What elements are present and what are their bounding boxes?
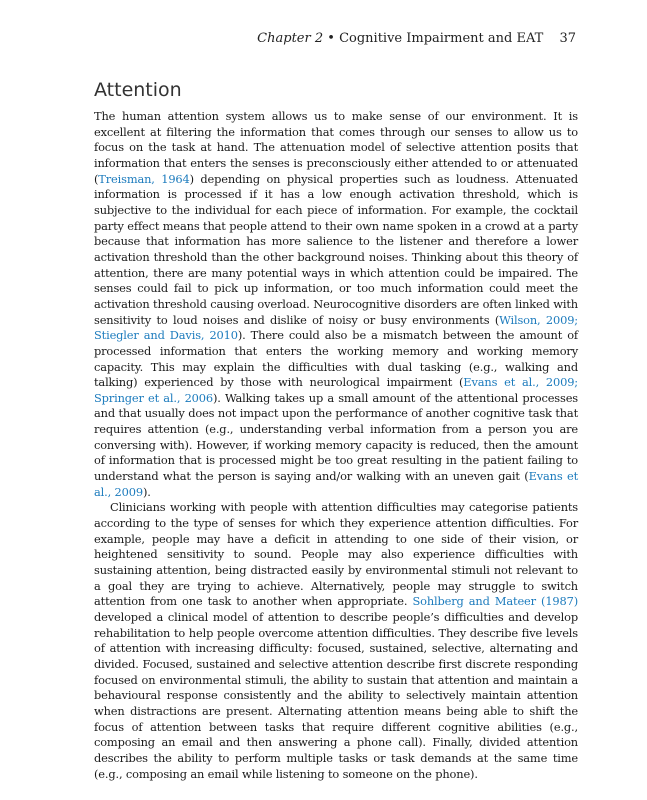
paragraph <box>94 109 578 500</box>
citation-link[interactable]: Wilson, 2009; Stiegler and Davis, 2010 <box>94 312 578 343</box>
body-text <box>94 109 578 782</box>
citation-link[interactable]: Evans et al., 2009 <box>94 469 579 499</box>
citation-link[interactable]: Treisman, 1964 <box>98 171 190 186</box>
section-heading: Attention <box>94 79 182 101</box>
text-run: ). Walking takes up a small amount of the attentional processes and that usually does not impact upon the performance of another cognitive task that requires attention (e.g., understanding verbal information from a person you are conversing with). However, if working memory capacity is reduced, then the amount of information that is processed might be too great resulting in the patient failing to understand what the person is saying and/or walking with an uneven gait ( <box>94 390 578 484</box>
chapter-title: Cognitive Impairment and EAT <box>339 31 544 46</box>
text-run: ). There could also be a mismatch between the amount of processed information that enters the working memory and working memory capacity. This may explain the difficulties with dual tasking (e.g., walking and talking) experienced by those with neurological impairment ( <box>94 328 578 390</box>
text-run: developed a clinical model of attention to describe people’s difficulties and develop rehabilitation to help people overcome attention difficulties. They describe five levels of attention with increasing difficulty: focused, sustained, selective, alternating and divided. Focused, sustained and selective attention describe first discrete responding focused on environmental stimuli, the ability to sustain that attention and maintain a behavioural response consistently and the ability to selectively maintain attention when distractions are present. Alternating attention means being able to shift the focus of attention between tasks that require different cognitive abilities (e.g., composing an email and then answering a phone call). Finally, divided attention describes the ability to perform multiple tasks or task demands at the same time (e.g., composing an email while listening to someone on the phone). <box>94 610 578 781</box>
paragraph <box>94 500 578 782</box>
citation-link[interactable]: Evans et al., 2009; Springer et al., 2006 <box>94 375 578 405</box>
running-header <box>257 31 576 46</box>
text-run: Clinicians working with people with attention difficulties may categorise patients according to the type of senses for which they experience attention difficulties. For example, people may have a deficit in attending to one side of their vision, or heightened sensitivity to sound. People may also experience difficulties with sustaining attention, being distracted easily by environmental stimuli not relevant to a goal they are trying to achieve. Alternatively, people may struggle to switch attention from one task to another when appropriate. <box>94 500 578 609</box>
text-run: The human attention system allows us to make sense of our environment. It is excellent at filtering the information that comes through our senses to allow us to focus on the task at hand. The attenuation model of selective attention posits that information that enters the senses is preconsciously either attended to or attenuated ( <box>94 109 578 186</box>
header-bullet: • <box>327 31 335 46</box>
text-run: ) depending on physical properties such as loudness. Attenuated information is processed if it has a low enough activation threshold, which is subjective to the individual for each piece of information. For example, the cocktail party effect means that people attend to their own name spoken in a crowd at a party because that information has more salience to the listener and therefore a lower activation threshold than the other background noises. Thinking about this theory of attention, there are many potential ways in which attention could be impaired. The senses could fail to pick up information, or too much information could meet the activation threshold causing overload. Neurocognitive disorders are often linked with sensitivity to loud noises and dislike of noisy or busy environments ( <box>94 171 578 327</box>
chapter-label: Chapter 2 <box>257 31 324 46</box>
citation-link[interactable]: Sohlberg and Mateer (1987) <box>412 594 579 609</box>
text-run: ). <box>142 484 151 499</box>
page-number: 37 <box>559 31 576 46</box>
